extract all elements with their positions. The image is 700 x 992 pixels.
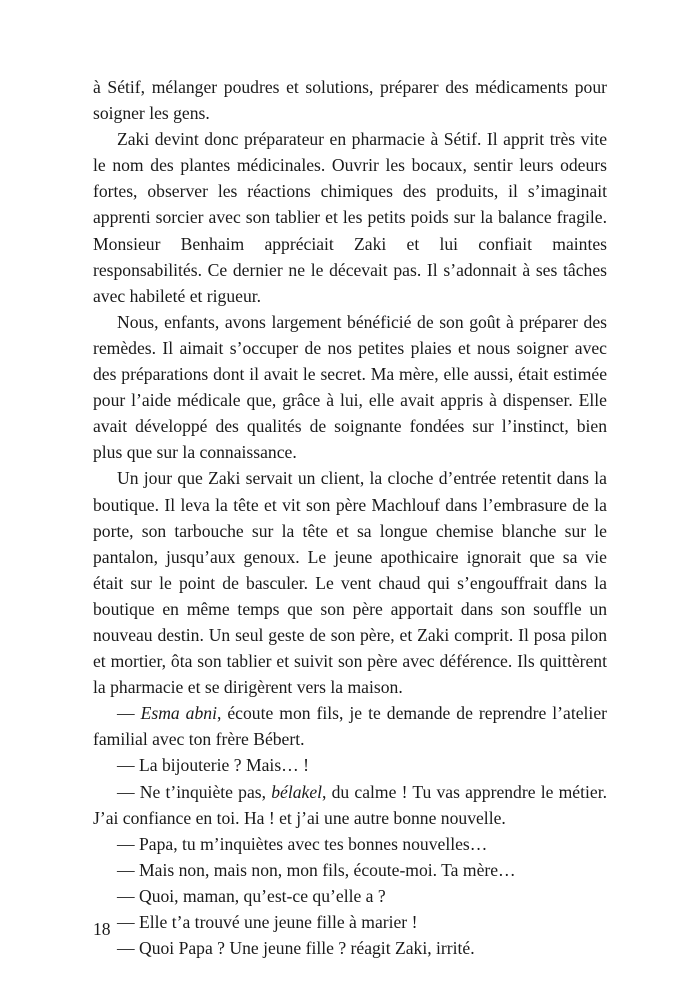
page-number: 18	[93, 919, 111, 939]
body-text	[93, 74, 607, 961]
dialogue-line-5: — Mais non, mais non, mon fils, écoute-moi. Ta mère…	[117, 859, 516, 880]
dialogue-italic-term: Esma abni	[140, 703, 217, 724]
dialogue-line-3	[93, 779, 607, 831]
dialogue-line-8: — Quoi Papa ? Une jeune fille ? réagit Zaki, irrité.	[117, 938, 475, 959]
dialogue-line-1	[93, 700, 607, 752]
dialogue-line-4: — Papa, tu m’inquiètes avec tes bonnes nouvelles…	[117, 833, 488, 854]
dialogue-line-7: — Elle t’a trouvé une jeune fille à marier !	[117, 912, 418, 932]
dialogue-text: , écoute mon fils, je te demande de reprendre l’atelier familial avec ton frère Bébert.	[93, 703, 607, 750]
dialogue-line-6: — Quoi, maman, qu’est-ce qu’elle a ?	[117, 885, 386, 906]
dialogue-text: , du calme ! Tu vas apprendre le métier. J’ai confiance en toi. Ha ! et j’ai une autre bonne nouvelle.	[93, 781, 607, 828]
paragraph-father-arrives: Un jour que Zaki servait un client, la cloche d’entrée retentit dans la boutique. Il leva la tête et vit son père Machlouf dans l’embrasure de la porte, son tarbouche sur la tête et sa longue chemise blanche sur le pantalon, jusqu’aux genoux. Le jeune apothicaire ignorait que sa vie était sur le point de basculer. Le vent chaud qui s’engouffrait dans la boutique en même temps que son père apportait dans son souffle un nouveau destin. Un seul geste de son père, et Zaki comprit. Il posa pilon et mortier, ôta son tablier et suivit son père avec déférence. Ils quittèrent la pharmacie et se dirigèrent vers la maison.	[93, 468, 607, 698]
dialogue-italic-term: bélakel	[271, 781, 323, 802]
dialogue-line-2: — La bijouterie ? Mais… !	[117, 755, 310, 776]
dialogue-dash: —	[117, 703, 141, 724]
paragraph-zaki-pharmacy: Zaki devint donc préparateur en pharmacie à Sétif. Il apprit très vite le nom des plantes médicinales. Ouvrir les bocaux, sentir leurs odeurs fortes, observer les réactions chimiques des produits, il s’imaginait apprenti sorcier avec son tablier et les petits poids sur la balance fragile. Monsieur Benhaim appréciait Zaki et lui confiait maintes responsabilités. Ce dernier ne le décevait pas. Il s’adonnait à ses tâches avec habileté et rigueur.	[93, 129, 607, 306]
dialogue-text: — Ne t’inquiète pas,	[117, 781, 272, 802]
paragraph-continuation: à Sétif, mélanger poudres et solutions, préparer des médicaments pour soigner les gens.	[93, 77, 607, 124]
paragraph-remedies: Nous, enfants, avons largement bénéficié de son goût à préparer des remèdes. Il aimait s’occuper de nos petites plaies et nous soigner avec des préparations dont il avait le secret. Ma mère, elle aussi, était estimée pour l’aide médicale que, grâce à lui, elle avait appris à dispenser. Elle avait développé des qualités de soignante fondées sur l’instinct, bien plus que sur la connaissance.	[93, 311, 607, 463]
